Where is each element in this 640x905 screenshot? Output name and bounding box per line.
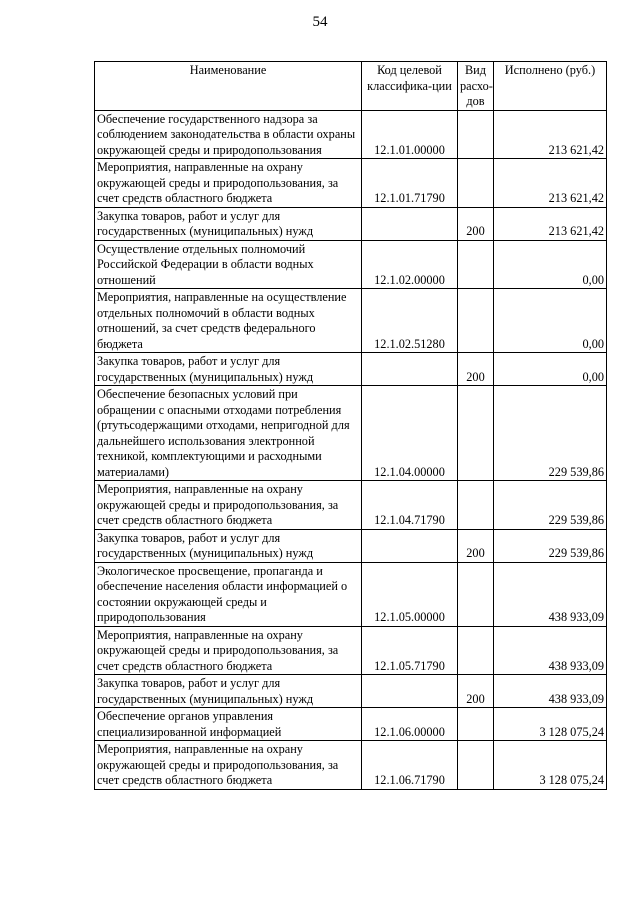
row-type: 200 (458, 529, 494, 562)
row-name: Закупка товаров, работ и услуг для государственных (муниципальных) нужд (95, 353, 362, 386)
header-amount: Исполнено (руб.) (494, 62, 607, 111)
budget-table (94, 61, 607, 790)
row-amount: 213 621,42 (494, 159, 607, 208)
row-amount: 229 539,86 (494, 481, 607, 530)
row-code: 12.1.05.71790 (362, 626, 458, 675)
row-amount: 213 621,42 (494, 110, 607, 159)
table-row (95, 240, 607, 289)
row-code (362, 529, 458, 562)
row-amount: 229 539,86 (494, 386, 607, 481)
row-code: 12.1.01.71790 (362, 159, 458, 208)
row-name: Обеспечение органов управления специализированной информацией (95, 708, 362, 741)
row-type (458, 110, 494, 159)
row-type: 200 (458, 207, 494, 240)
row-amount: 0,00 (494, 353, 607, 386)
row-type (458, 741, 494, 790)
table-row (95, 481, 607, 530)
row-type (458, 159, 494, 208)
table-row (95, 386, 607, 481)
header-type: Вид расхо-дов (458, 62, 494, 111)
row-type (458, 240, 494, 289)
row-code: 12.1.01.00000 (362, 110, 458, 159)
row-code (362, 675, 458, 708)
row-amount: 438 933,09 (494, 675, 607, 708)
row-code: 12.1.04.00000 (362, 386, 458, 481)
table-row (95, 626, 607, 675)
header-code: Код целевой классифика-ции (362, 62, 458, 111)
row-type (458, 386, 494, 481)
row-amount: 0,00 (494, 289, 607, 353)
row-code: 12.1.02.00000 (362, 240, 458, 289)
row-name: Мероприятия, направленные на охрану окружающей среды и природопользования, за счет средств областного бюджета (95, 481, 362, 530)
row-code: 12.1.02.51280 (362, 289, 458, 353)
table-header-row (95, 62, 607, 111)
table-row (95, 159, 607, 208)
row-code: 12.1.06.71790 (362, 741, 458, 790)
row-name: Экологическое просвещение, пропаганда и обеспечение населения области информацией о состоянии окружающей среды и природопользования (95, 562, 362, 626)
table-row (95, 675, 607, 708)
page-number: 54 (312, 14, 328, 30)
table-row (95, 741, 607, 790)
row-type (458, 562, 494, 626)
row-name: Закупка товаров, работ и услуг для государственных (муниципальных) нужд (95, 675, 362, 708)
row-name: Закупка товаров, работ и услуг для государственных (муниципальных) нужд (95, 207, 362, 240)
row-name: Осуществление отдельных полномочий Российской Федерации в области водных отношений (95, 240, 362, 289)
row-name: Мероприятия, направленные на охрану окружающей среды и природопользования, за счет средств областного бюджета (95, 626, 362, 675)
table-row (95, 353, 607, 386)
row-type (458, 289, 494, 353)
row-type (458, 626, 494, 675)
row-type: 200 (458, 353, 494, 386)
table-row (95, 708, 607, 741)
row-code: 12.1.05.00000 (362, 562, 458, 626)
row-name: Мероприятия, направленные на осуществление отдельных полномочий в области водных отношений, за счет средств федерального бюджета (95, 289, 362, 353)
row-amount: 229 539,86 (494, 529, 607, 562)
row-amount: 438 933,09 (494, 562, 607, 626)
row-name: Обеспечение безопасных условий при обращении с опасными отходами потребления (ртутьсодержащими отходами, непригодной для дальнейшего использования электронной техникой, комплектующими и расходными материалами) (95, 386, 362, 481)
header-name: Наименование (95, 62, 362, 111)
row-amount: 438 933,09 (494, 626, 607, 675)
table-row (95, 110, 607, 159)
row-amount: 3 128 075,24 (494, 708, 607, 741)
row-code (362, 207, 458, 240)
row-type (458, 708, 494, 741)
row-type (458, 481, 494, 530)
row-type: 200 (458, 675, 494, 708)
row-name: Мероприятия, направленные на охрану окружающей среды и природопользования, за счет средств областного бюджета (95, 159, 362, 208)
table-row (95, 207, 607, 240)
row-amount: 213 621,42 (494, 207, 607, 240)
row-code (362, 353, 458, 386)
table-row (95, 289, 607, 353)
row-name: Закупка товаров, работ и услуг для государственных (муниципальных) нужд (95, 529, 362, 562)
row-amount: 0,00 (494, 240, 607, 289)
table-row (95, 529, 607, 562)
table-row (95, 562, 607, 626)
row-code: 12.1.04.71790 (362, 481, 458, 530)
row-code: 12.1.06.00000 (362, 708, 458, 741)
row-amount: 3 128 075,24 (494, 741, 607, 790)
row-name: Мероприятия, направленные на охрану окружающей среды и природопользования, за счет средств областного бюджета (95, 741, 362, 790)
row-name: Обеспечение государственного надзора за соблюдением законодательства в области охраны окружающей среды и природопользования (95, 110, 362, 159)
